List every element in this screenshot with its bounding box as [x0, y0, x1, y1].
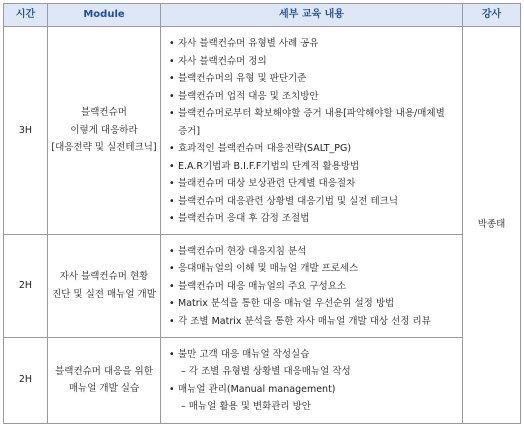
time-cell-2: 2H: [4, 234, 48, 337]
list-item: • 블래컨슈머 대상 보상관련 단계별 대응절차: [169, 175, 458, 193]
content-cell-2: [161, 234, 463, 337]
list-item: • 응대매뉴얼의 이해 및 매뉴얼 개발 프로세스: [169, 260, 458, 278]
module-cell-3: [48, 337, 161, 423]
header-instructor: 강사: [463, 4, 521, 27]
table-row-1: [4, 27, 521, 235]
list-item: • 블랙컨슈머 대응관련 상황별 대응기법 및 실전 테크닉: [169, 193, 458, 211]
header-module: Module: [48, 4, 161, 27]
module-line: 진단 및 실전 매뉴얼 개발: [52, 288, 156, 300]
module-line: 이렇게 대응하라: [70, 124, 138, 136]
module-line: [대응전략 및 실전테크닉]: [51, 142, 157, 153]
content-list: [169, 346, 458, 416]
module-line: 블랙컨슈머: [81, 107, 127, 118]
table-row-3: [4, 337, 521, 423]
content-cell-3: [161, 337, 463, 423]
instructor-cell: 박종태: [463, 27, 521, 424]
list-item: • 각 조별 Matrix 분석을 통한 자사 매뉴얼 개발 대상 선정 리뷰: [169, 313, 458, 331]
module-line: 매뉴얼 개발 실습: [68, 383, 140, 394]
header-row: [4, 4, 521, 27]
list-item: • 불만 고객 대응 매뉴얼 작성실습: [169, 346, 458, 364]
sub-list-item: – 각 조별 유형별 상황별 대응매뉴얼 작성: [181, 366, 351, 377]
list-item: • 블랙컨슈머로부터 확보해야할 증거 내용[파악해야할 내용/매체별: [169, 105, 458, 123]
list-item: • 블랙컨슈머의 유형 및 판단기준: [169, 70, 458, 88]
list-item: • 효과적인 블랙컨슈머 대응전략(SALT_PG): [169, 140, 458, 158]
content-list: [169, 243, 458, 331]
time-cell-3: 2H: [4, 337, 48, 423]
curriculum-table: [3, 3, 521, 424]
content-list: [169, 35, 458, 228]
list-item: • 자사 블랙컨슈머 유형별 사례 공유: [169, 35, 458, 53]
header-content: 세부 교육 내용: [161, 4, 463, 27]
list-item: • E.A.R기법과 B.I.F.F기법의 단계적 활용방법: [169, 158, 458, 176]
list-item: 증거]: [178, 125, 201, 137]
list-item: • 블랙컨슈머 현장 대응지침 분석: [169, 243, 458, 261]
module-cell-1: [48, 27, 161, 235]
time-cell-1: 3H: [4, 27, 48, 235]
list-item: • Matrix 분석을 통한 대응 매뉴얼 우선순위 설정 방법: [169, 295, 458, 313]
list-item: • 자사 블랙컨슈머 정의: [169, 53, 458, 71]
table-row-2: [4, 234, 521, 337]
content-cell-1: [161, 27, 463, 235]
module-line: 자사 블랙컨슈머 현황: [59, 271, 149, 282]
list-item: • 매뉴얼 관리(Manual management): [169, 381, 458, 399]
header-time: 시간: [4, 4, 48, 27]
list-item: • 블랙컨슈머 응대 후 감정 조절법: [169, 210, 458, 228]
module-cell-2: [48, 234, 161, 337]
module-line: 블랙컨슈머 대응을 위한: [55, 365, 153, 377]
list-item: • 블랙컨슈머 업적 대응 및 조치방안: [169, 88, 458, 106]
list-item: • 블랙컨슈머 대응 매뉴얼의 주요 구성요소: [169, 278, 458, 296]
sub-list-item: – 매뉴얼 활용 및 변화관리 방안: [181, 401, 311, 412]
